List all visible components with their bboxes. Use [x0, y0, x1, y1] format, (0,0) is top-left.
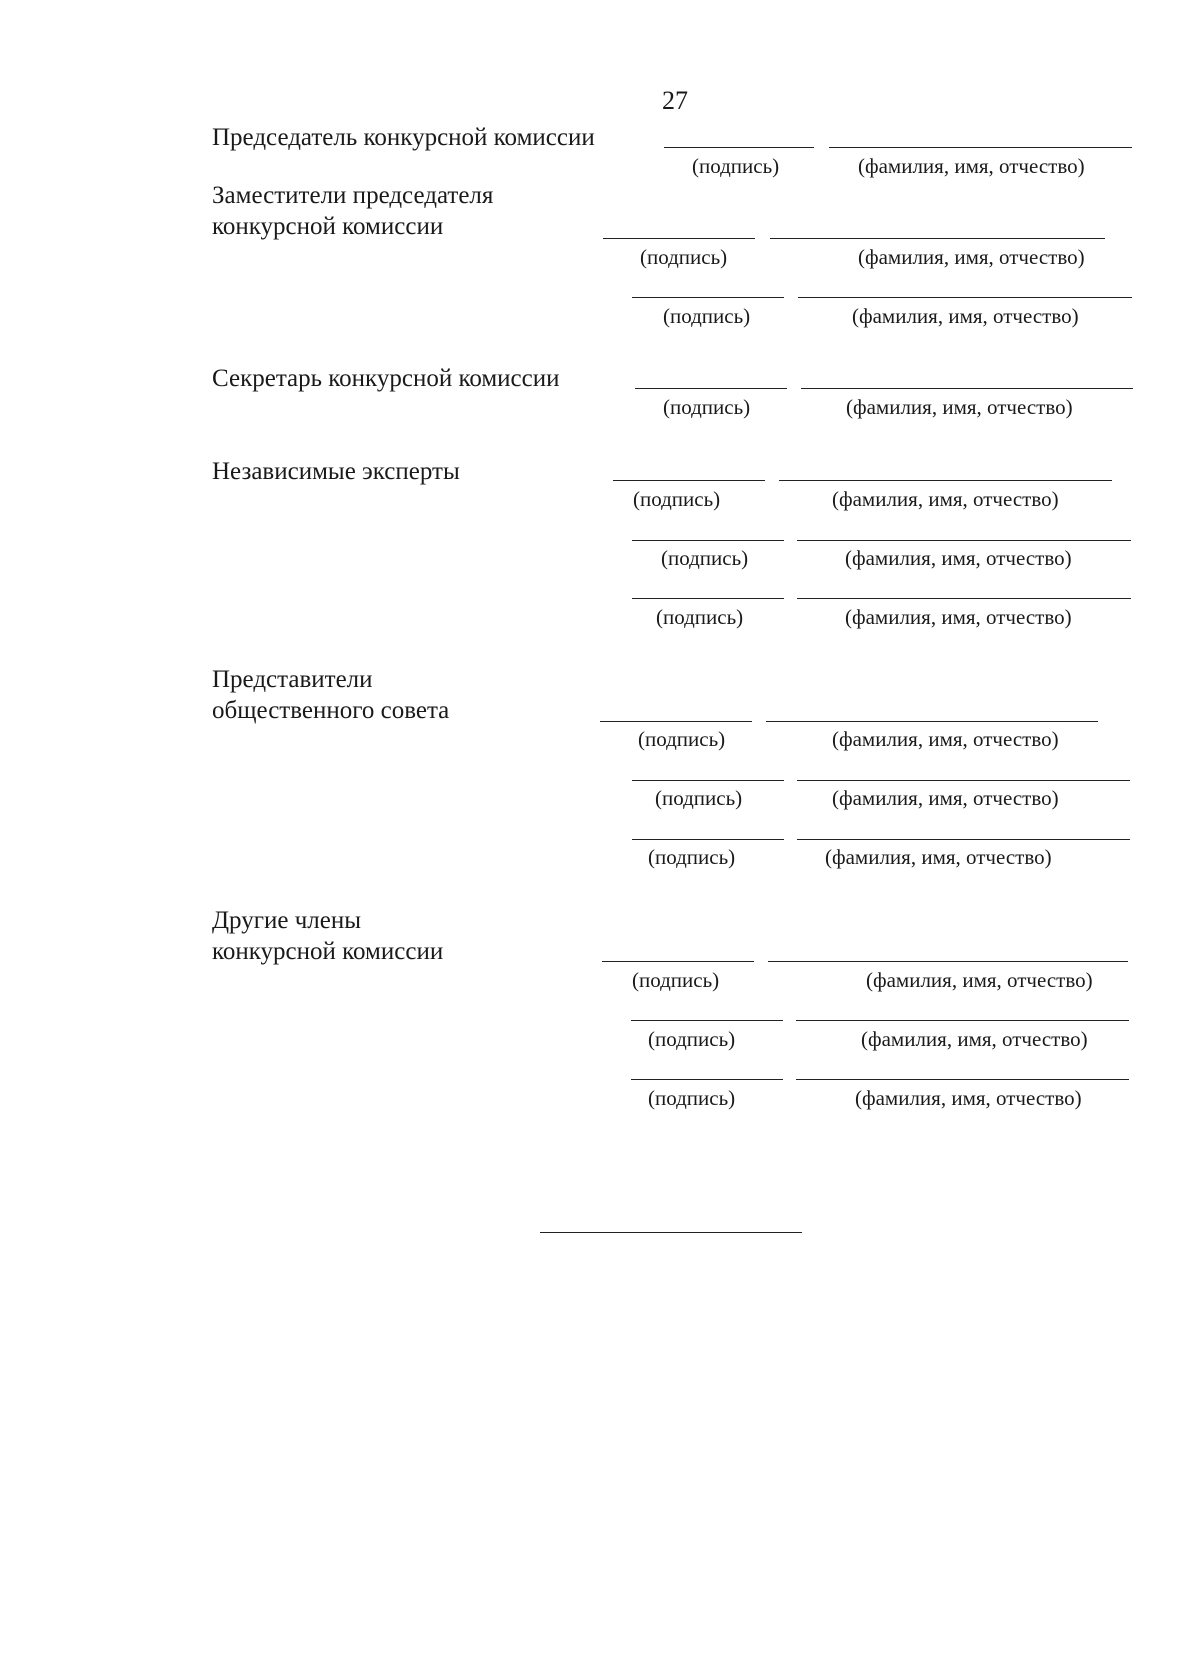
signature-caption: (подпись): [692, 154, 780, 178]
signature-caption: (подпись): [655, 786, 743, 810]
role-label-line: общественного совета: [212, 697, 450, 724]
page-number: 27: [662, 86, 688, 115]
name-line: [797, 839, 1130, 840]
role-label-line: Независимые эксперты: [212, 458, 460, 485]
signature-caption: (подпись): [648, 1086, 736, 1110]
name-line: [797, 598, 1131, 599]
role-label-line: конкурсной комиссии: [212, 213, 444, 240]
signature-line: [631, 1079, 783, 1080]
role-label-line: Другие члены: [212, 907, 362, 934]
name-line: [797, 780, 1130, 781]
name-line: [797, 540, 1131, 541]
signature-line: [613, 480, 765, 481]
role-label-line: Представители: [212, 666, 373, 693]
signature-line: [635, 388, 787, 389]
signature-line: [603, 238, 755, 239]
name-line: [801, 388, 1133, 389]
signature-line: [632, 780, 784, 781]
signature-line: [600, 721, 752, 722]
signature-line: [631, 1020, 783, 1021]
name-caption: (фамилия, имя, отчество): [845, 605, 1072, 629]
name-line: [770, 238, 1105, 239]
name-caption: (фамилия, имя, отчество): [858, 154, 1085, 178]
role-label-deputies: [212, 180, 493, 242]
name-line: [829, 147, 1132, 148]
signature-caption: (подпись): [633, 487, 721, 511]
role-label-line: Председатель конкурсной комиссии: [212, 124, 595, 151]
signature-line: [632, 598, 784, 599]
name-caption: (фамилия, имя, отчество): [832, 487, 1059, 511]
role-label-members: [212, 905, 443, 967]
name-caption: (фамилия, имя, отчество): [832, 786, 1059, 810]
role-label-line: Заместители председателя: [212, 182, 494, 209]
name-caption: (фамилия, имя, отчество): [866, 968, 1093, 992]
signature-caption: (подпись): [656, 605, 744, 629]
signature-line: [632, 839, 784, 840]
signature-line: [602, 961, 754, 962]
role-label-experts: [212, 456, 460, 487]
role-label-secretary: [212, 363, 560, 394]
name-caption: (фамилия, имя, отчество): [832, 727, 1059, 751]
signature-caption: (подпись): [648, 845, 736, 869]
name-caption: (фамилия, имя, отчество): [855, 1086, 1082, 1110]
signature-line: [632, 297, 784, 298]
role-label-council: [212, 664, 449, 726]
role-label-line: конкурсной комиссии: [212, 938, 444, 965]
signature-caption: (подпись): [632, 968, 720, 992]
signature-line: [664, 147, 814, 148]
name-line: [796, 1020, 1129, 1021]
name-line: [768, 961, 1128, 962]
name-caption: (фамилия, имя, отчество): [845, 546, 1072, 570]
name-caption: (фамилия, имя, отчество): [861, 1027, 1088, 1051]
name-line: [779, 480, 1112, 481]
name-line: [766, 721, 1098, 722]
document-end-line: [540, 1232, 802, 1233]
name-line: [796, 1079, 1129, 1080]
role-label-line: Секретарь конкурсной комиссии: [212, 365, 560, 392]
name-caption: (фамилия, имя, отчество): [852, 304, 1079, 328]
name-caption: (фамилия, имя, отчество): [825, 845, 1052, 869]
role-label-chairman: [212, 122, 595, 153]
signature-caption: (подпись): [661, 546, 749, 570]
name-line: [798, 297, 1132, 298]
signature-caption: (подпись): [640, 245, 728, 269]
signature-line: [632, 540, 784, 541]
signature-caption: (подпись): [663, 395, 751, 419]
signature-caption: (подпись): [648, 1027, 736, 1051]
name-caption: (фамилия, имя, отчество): [846, 395, 1073, 419]
name-caption: (фамилия, имя, отчество): [858, 245, 1085, 269]
signature-caption: (подпись): [663, 304, 751, 328]
signature-caption: (подпись): [638, 727, 726, 751]
